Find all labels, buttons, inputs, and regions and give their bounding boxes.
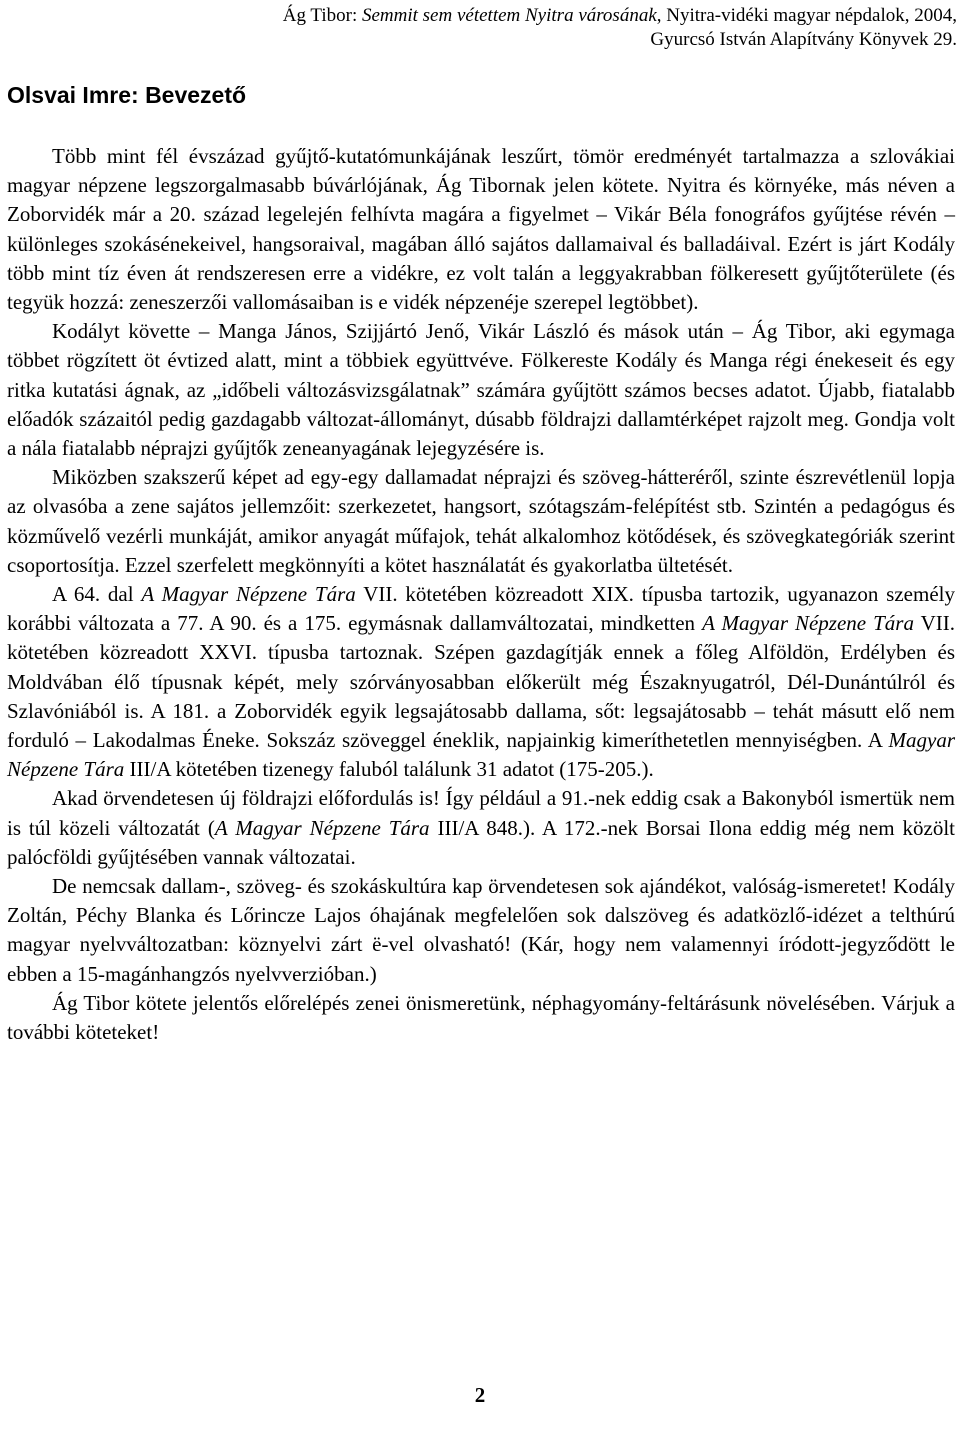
chapter-title: Olsvai Imre: Bevezető — [7, 82, 247, 108]
header-book-title: Semmit sem vétettem Nyitra városának — [361, 5, 657, 26]
header-line-2 — [0, 28, 957, 52]
header-publisher: Gyurcsó István Alapítvány Könyvek 29. — [650, 29, 957, 50]
header-subtitle: , Nyitra-vidéki magyar népdalok, 2004, — [656, 5, 957, 26]
paragraph — [7, 872, 955, 989]
page-number: 2 — [474, 1383, 486, 1407]
paragraph-text: Miközben szakszerű képet ad egy-egy dallamadat néprajzi és szöveg-hátteréről, szinte észrevétlenül lopja az olvasóba a zene sajátos jellemzőit: szerkezetet, hangsort, szótagszám-felépítést stb. Szintén a pedagógus és közművelő vezérli munkáját, amikor anyagát műfajok, tehát alkalomhoz kötődések, és szövegkategóriák szerint csoportosítja. Ezzel szerfelett megkönnyíti a kötet használatát és gyakorlatba ültetését. — [7, 465, 955, 577]
paragraph-text: Akad örvendetesen új földrajzi előfordulás is! Így például a 91.-nek eddig csak a Bakonyból ismertük nem is túl közeli változatát ( — [7, 786, 955, 840]
paragraph-text: Több mint fél évszázad gyűjtő-kutatómunkájának leszűrt, tömör eredményét tartalmazza a szlovákiai magyar népzene legszorgalmasabb búvárlójának, Ág Tibornak jelen kötete. Nyitra és környéke, más néven a Zoborvidék már a 20. század legelején felhívta magára a figyelmet – Vikár Béla fonográfos gyűjtése révén – különleges szokásénekeivel, hangsoraival, magában álló sajátos dallamaival és balladáival. Ezért is járt Kodály több mint tíz éven át rendszeresen erre a vidékre, ez volt talán a leggyakrabban fölkeresett gyűjtőterülete (és tegyük hozzá: zeneszerzői vallomásaiban is e vidék népzenéje szerepel legtöbbet). — [7, 144, 955, 315]
paragraph-text: III/A kötetében tizenegy faluból találunk 31 adatot (175-205.). — [124, 757, 654, 782]
paragraph — [7, 142, 955, 317]
running-header — [0, 4, 960, 52]
paragraph-text: A 64. dal — [52, 582, 142, 607]
body-text — [7, 142, 955, 1047]
italic-title-text: Magyar Népzene Tára — [7, 728, 955, 782]
italic-title-text: A Magyar Népzene Tára — [141, 582, 356, 607]
paragraph — [7, 989, 955, 1047]
paragraph-text: VII. kötetében közreadott XIX. típusba tartozik, ugyanazon személy korábbi változata a 77. A 90. és a 175. egymásnak dallamváltozatai, mindketten — [7, 582, 955, 636]
paragraph — [7, 580, 955, 784]
paragraph-text: Kodályt követte – Manga János, Szijjártó Jenő, Vikár László és mások után – Ág Tibor, aki egymaga többet rögzített öt évtized alatt, mint a többiek együttvéve. Fölkereste Kodály és Manga régi énekeseit és egy ritka kutatási ágnak, az „időbeli változásvizsgálatnak” számára gyűjtött számos becses adatot. Újabb, fiatalabb előadók százaitól pedig gazdagabb változat-állományt, dúsabb földrajzi dallamtérképet rajzolt meg. Gondja volt a nála fiatalabb néprajzi gyűjtők zeneanyagának lejegyzésére is. — [7, 319, 955, 461]
paragraph-text: VII. kötetében közreadott XXVI. típusba tartoznak. Szépen gazdagítják ennek a főleg Alföldön, Erdélyben és Moldvában élő típusnak képét, mely szórványosabban előkerült még Északnyugatról, Dél-Dunántúlról és Szlavóniából is. A 181. a Zoborvidék egyik legsajátosabb dallama, sőt: legsajátosabb – tehát másutt elő nem forduló – Lakodalmas Éneke. Sokszáz szöveggel éneklik, napjainkig kimeríthetetlen mennyiségben. A — [7, 611, 955, 753]
paragraph-text: De nemcsak dallam-, szöveg- és szokáskultúra kap örvendetesen sok ajándékot, valóság-ismeretet! Kodály Zoltán, Péchy Blanka és Lőrincze Lajos óhajának megfelelően sok dalszöveg és adatközlő-idézet a telthúrú magyar nyelvváltozatban: köznyelvi zárt ë-vel olvasható! (Kár, hogy nem valamennyi íródott-jegyződött le ebben a 15-magánhangzós nyelvverzióban.) — [7, 874, 955, 986]
paragraph — [7, 463, 955, 580]
paragraph-text: III/A 848.). A 172.-nek Borsai Ilona eddig még nem közölt palócföldi gyűjtésében vannak változatai. — [7, 815, 955, 869]
paragraph-text: Ág Tibor kötete jelentős előrelépés zenei önismeretünk, néphagyomány-feltárásunk növelésében. Várjuk a további köteteket! — [7, 990, 955, 1045]
header-line-1 — [0, 4, 957, 28]
paragraph — [7, 317, 955, 463]
italic-title-text: A Magyar Népzene Tára — [214, 815, 430, 840]
paragraph — [7, 784, 955, 872]
italic-title-text: A Magyar Népzene Tára — [702, 611, 914, 636]
header-author: Ág Tibor: — [282, 5, 362, 26]
